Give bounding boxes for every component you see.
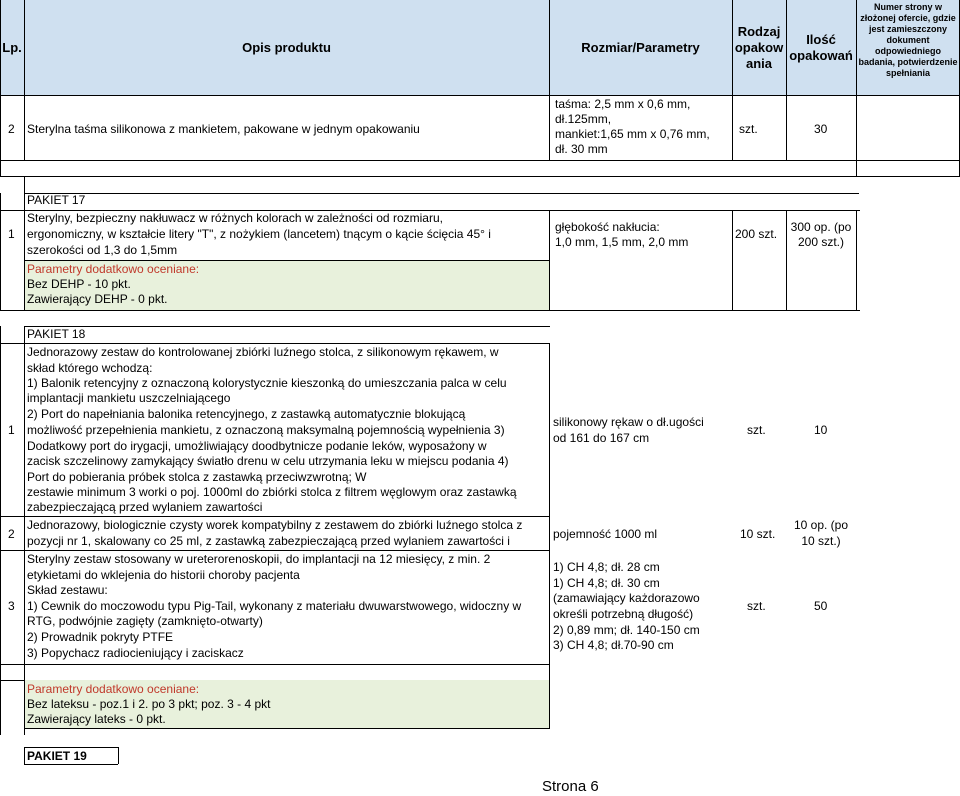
pakiet18-r3-opis-1: etykietami do wklejenia do historii choroby pacjenta (27, 568, 300, 582)
pakiet18-r1-opis-1: skład którego wchodzą: (27, 361, 153, 375)
pakiet18-r1-opis-5: możliwość przepełnienia mankietu, z oznaczoną maksymalną pojemnością wypełnienia 3) (27, 423, 505, 437)
pakiet18-r1-opis-3: implantacji mankietu uszczelniającego (27, 391, 231, 405)
header-bottom-line (0, 95, 960, 96)
pakiet17-rodzaj: 200 szt. (735, 227, 778, 241)
pakiet18-r1-opis-10: zabezpieczającą przed wylaniem zawartości (27, 500, 263, 514)
col-line (0, 326, 1, 735)
col-line (24, 326, 25, 735)
col-line (549, 343, 550, 680)
row-line (24, 747, 118, 748)
top-row-lp: 2 (8, 122, 15, 136)
row-line (0, 550, 550, 551)
pakiet18-r2-ilosc-1: 10 szt.) (801, 534, 841, 548)
pakiet17-opis-2: szerokości od 1,3 do 1,5mm (27, 243, 178, 257)
top-row-rodzaj: szt. (739, 122, 758, 136)
pakiet18-param-1: Zawierający lateks - 0 pkt. (27, 712, 166, 726)
row-line (24, 728, 550, 729)
pakiet18-r1-rodzaj: szt. (747, 423, 766, 437)
col-line (786, 0, 787, 160)
pakiet17-lp: 1 (8, 227, 15, 241)
pakiet18-r1-opis-7: zacisk szczelinowy zamykający światło drenu w celu utrzymania leku w miejscu podania 4) (27, 454, 509, 468)
pakiet18-r3-rozmiar-2: (zamawiający każdorazowo (553, 591, 700, 605)
row-line (24, 260, 550, 261)
pakiet18-r1-opis-9: zestawie minimum 3 worki o poj. 1000ml do zbiórki stolca z filtrem węglowym oraz zastawką (27, 485, 517, 499)
pakiet17-opis-1: ergonomiczny, w kształcie litery "T", z nożykiem (lancetem) tnącym o kącie ścięcia 45° i (27, 227, 491, 241)
header-lp: Lp. (2, 40, 22, 55)
col-line (0, 0, 1, 176)
pakiet17-title: PAKIET 17 (27, 193, 86, 207)
pakiet18-r1-opis-2: 1) Balonik retencyjny z oznaczoną kolorystycznie kieszonką do umieszczania palca w celu (27, 376, 507, 390)
header-opis: Opis produktu (242, 40, 331, 55)
col-line (118, 747, 119, 764)
pakiet18-r3-rozmiar-4: 2) 0,89 mm; dł. 140-150 cm (553, 623, 700, 637)
pakiet18-r3-rozmiar-5: 3) CH 4,8; dł.70-90 cm (553, 638, 674, 652)
pakiet18-r3-ilosc: 50 (814, 599, 828, 613)
col-line (856, 0, 857, 176)
pakiet17-opis-0: Sterylny, bezpieczny nakłuwacz w różnych kolorach w zależności od rozmiaru, (27, 211, 443, 225)
row-line (0, 160, 960, 161)
pakiet18-r3-rozmiar-3: określi potrzebną długość) (553, 607, 694, 621)
pakiet18-r1-lp: 1 (8, 423, 15, 437)
pakiet18-r2-lp: 2 (8, 527, 15, 541)
pakiet18-r2-ilosc-0: 10 op. (po (793, 518, 849, 532)
pakiet18-r3-opis-5: 2) Prowadnik pokryty PTFE (27, 630, 174, 644)
pakiet18-r3-rodzaj: szt. (747, 599, 766, 613)
pakiet17-ilosc-0: 300 op. (po (790, 220, 852, 234)
top-row-rozmiar-0: taśma: 2,5 mm x 0,6 mm, (555, 97, 691, 111)
pakiet17-rozmiar-0: głębokość nakłucia: (555, 220, 660, 234)
row-line (0, 664, 550, 665)
pakiet18-param-0: Bez lateksu - poz.1 i 2. po 3 pkt; poz. 3 - 4 pkt (27, 697, 271, 711)
pakiet18-r1-ilosc: 10 (814, 423, 828, 437)
row-line (24, 764, 118, 765)
col-line (856, 210, 857, 310)
header-rozmiar: Rozmiar/Parametry (581, 40, 700, 55)
pakiet17-params-title: Parametry dodatkowo oceniane: (27, 262, 200, 276)
col-line (0, 193, 1, 310)
pakiet17-ilosc-1: 200 szt.) (797, 235, 845, 249)
pakiet18-r2-rozmiar-0: pojemność 1000 ml (553, 527, 658, 541)
pakiet18-r1-opis-4: 2) Port do napełniania balonika retencyjnego, z zastawką automatycznie blokującą (27, 407, 466, 421)
pakiet18-r1-rozmiar-1: od 161 do 167 cm (553, 431, 650, 445)
pakiet18-r3-opis-2: Skład zestawu: (27, 583, 108, 597)
pakiet18-params-title: Parametry dodatkowo oceniane: (27, 682, 200, 696)
top-row-rozmiar-2: mankiet:1,65 mm x 0,76 mm, (555, 127, 710, 141)
pakiet19-title: PAKIET 19 (27, 749, 87, 763)
col-line (732, 0, 733, 160)
pakiet18-title: PAKIET 18 (27, 327, 86, 341)
pakiet18-r3-lp: 3 (8, 599, 15, 613)
row-line (0, 176, 960, 177)
pakiet17-param-1: Zawierający DEHP - 0 pkt. (27, 292, 168, 306)
pakiet18-r2-rodzaj: 10 szt. (740, 527, 776, 541)
pakiet18-r3-opis-0: Sterylny zestaw stosowany w ureterorenoskopii, do implantacji na 12 miesięcy, z min. 2 (27, 552, 491, 566)
pakiet18-r3-opis-3: 1) Cewnik do moczowodu typu Pig-Tail, wykonany z materiału dwuwarstwowego, widoczny w (27, 599, 522, 613)
pakiet18-r1-opis-6: Dodatkowy port do irygacji, umożliwiający doodbytnicze podanie leków, wyposażony w (27, 439, 487, 453)
pakiet18-r3-opis-6: 3) Popychacz radiocieniujący i zaciskacz (27, 646, 244, 660)
header-ilosc: Ilość opakowań (789, 31, 853, 63)
row-line (0, 516, 550, 517)
col-line (24, 747, 25, 764)
row-line (0, 310, 860, 311)
col-line (24, 0, 25, 160)
row-line (24, 326, 550, 327)
top-row-opis: Sterylna taśma silikonowa z mankietem, pakowane w jednym opakowaniu (27, 122, 420, 136)
col-line (549, 680, 550, 728)
row-line (24, 193, 859, 194)
col-line (549, 0, 550, 160)
header-rodzaj: Rodzaj opakow ania (734, 23, 784, 71)
pakiet18-r3-opis-4: RTG, podwójnie zagięty (zamknięto-otwarty) (27, 614, 263, 628)
top-row-rozmiar-1: dł.125mm, (555, 112, 612, 126)
pakiet18-r1-rozmiar-0: silikonowy rękaw o dł.ugości (553, 415, 704, 429)
pakiet18-r1-opis-8: Port do pobierania próbek stolca z zastawką przeciwzwrotną; W (27, 470, 367, 484)
top-row-ilosc: 30 (814, 122, 828, 136)
page-number: Strona 6 (542, 778, 599, 795)
top-row-rozmiar-3: dł. 30 mm (555, 142, 608, 156)
pakiet18-r3-rozmiar-0: 1) CH 4,8; dł. 28 cm (553, 560, 660, 574)
pakiet17-rozmiar-1: 1,0 mm, 1,5 mm, 2,0 mm (555, 235, 689, 249)
pakiet18-r2-opis-1: pozycji nr 1, skalowany co 25 ml, z zastawką zabezpieczającą przed wylaniem zawartości i (27, 534, 510, 548)
pakiet17-param-0: Bez DEHP - 10 pkt. (27, 277, 131, 291)
row-line (0, 343, 550, 344)
pakiet18-r3-rozmiar-1: 1) CH 4,8; dł. 30 cm (553, 576, 660, 590)
header-numer: Numer strony w złożonej ofercie, gdzie jest zamieszczony dokument odpowiedniego badania, potwierdzenie spełniania (858, 2, 958, 78)
pakiet18-r1-opis-0: Jednorazowy zestaw do kontrolowanej zbiórki luźnego stolca, z silikonowym rękawem, w (27, 345, 499, 359)
col-line (732, 210, 733, 310)
pakiet18-r2-opis-0: Jednorazowy, biologicznie czysty worek kompatybilny z zestawem do zbiórki luźnego stolca z (27, 518, 523, 532)
